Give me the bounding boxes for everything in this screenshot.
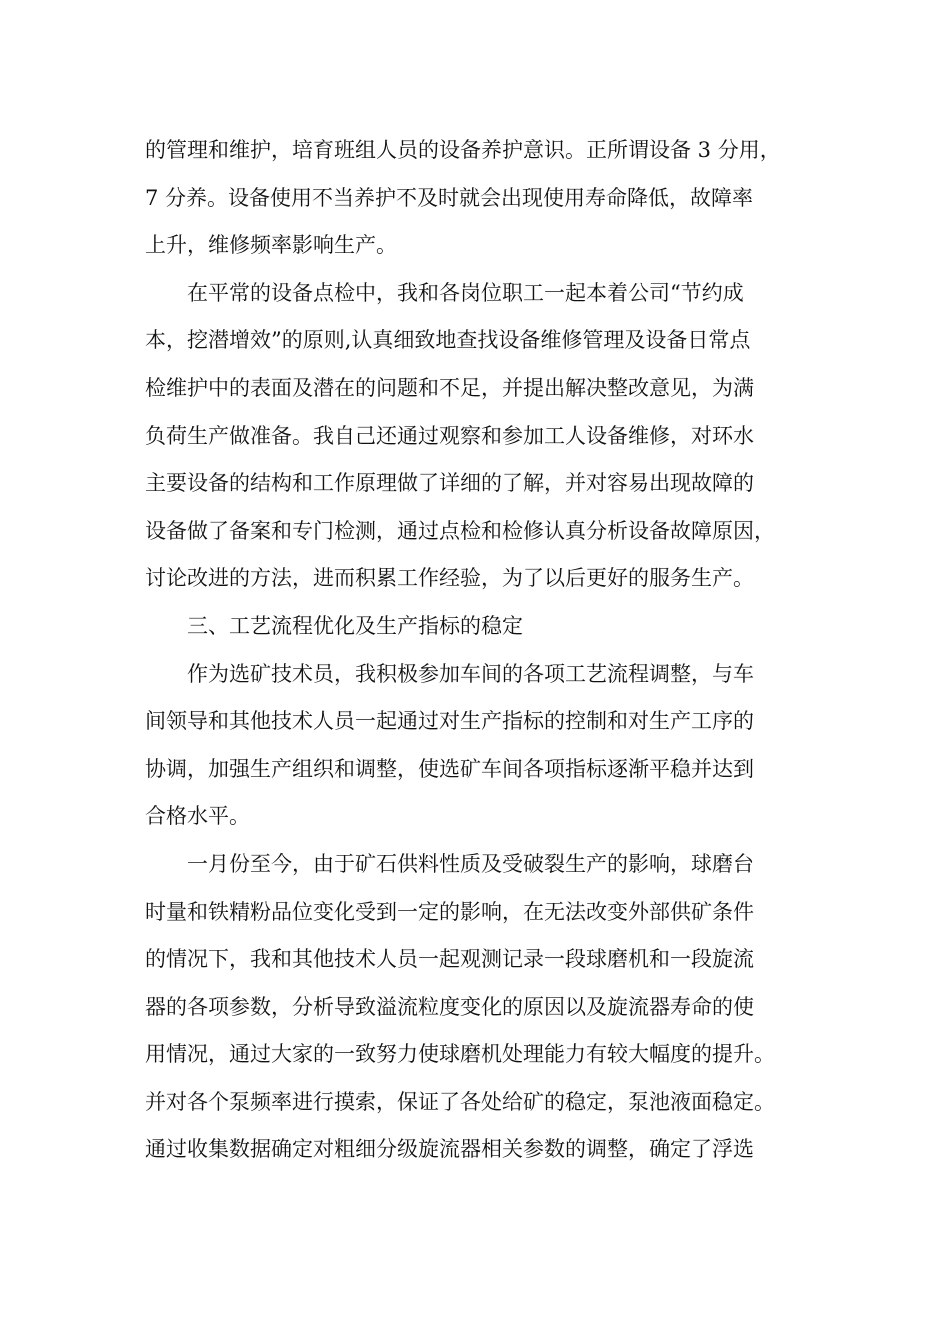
text-line: 用情况，通过大家的一致努力使球磨机处理能力有较大幅度的提升。 [145, 1042, 775, 1067]
section-heading: 三、工艺流程优化及生产指标的稳定 [187, 613, 523, 638]
text-line: 的管理和维护，培育班组人员的设备养护意识。正所谓设备 3 分用， [145, 138, 781, 162]
paragraph-first-line: 作为选矿技术员，我积极参加车间的各项工艺流程调整，与车 [187, 661, 754, 686]
text-line: 7 分养。设备使用不当养护不及时就会出现使用寿命降低，故障率 [145, 185, 754, 210]
text-line: 并对各个泵频率进行摸索，保证了各处给矿的稳定，泵池液面稳定。 [145, 1089, 775, 1114]
text-line: 间领导和其他技术人员一起通过对生产指标的控制和对生产工序的 [145, 709, 754, 734]
text-line: 协调，加强生产组织和调整，使选矿车间各项指标逐渐平稳并达到 [145, 756, 754, 781]
text-line: 负荷生产做准备。我自己还通过观察和参加工人设备维修，对环水 [145, 423, 754, 448]
text-line: 器的各项参数，分析导致溢流粒度变化的原因以及旋流器寿命的使 [145, 994, 754, 1019]
text-line: 合格水平。 [145, 804, 250, 829]
text-line: 检维护中的表面及潜在的问题和不足，并提出解决整改意见，为满 [145, 375, 754, 400]
text-line: 本，挖潜增效”的原则,认真细致地查找设备维修管理及设备日常点 [145, 328, 751, 353]
text-line: 通过收集数据确定对粗细分级旋流器相关参数的调整，确定了浮选 [145, 1137, 754, 1162]
paragraph-first-line: 在平常的设备点检中，我和各岗位职工一起本着公司“节约成 [187, 280, 744, 305]
text-line: 主要设备的结构和工作原理做了详细的了解，并对容易出现故障的 [145, 471, 754, 496]
text-line: 时量和铁精粉品位变化受到一定的影响，在无法改变外部供矿条件 [145, 899, 754, 924]
text-line: 设备做了备案和专门检测，通过点检和检修认真分析设备故障原因， [145, 518, 775, 543]
text-line: 讨论改进的方法，进而积累工作经验，为了以后更好的服务生产。 [145, 566, 754, 591]
text-line: 上升，维修频率影响生产。 [145, 233, 397, 258]
body-text [145, 127, 835, 1174]
text-line: 的情况下，我和其他技术人员一起观测记录一段球磨机和一段旋流 [145, 947, 754, 972]
paragraph-first-line: 一月份至今，由于矿石供料性质及受破裂生产的影响，球磨台 [187, 851, 754, 876]
